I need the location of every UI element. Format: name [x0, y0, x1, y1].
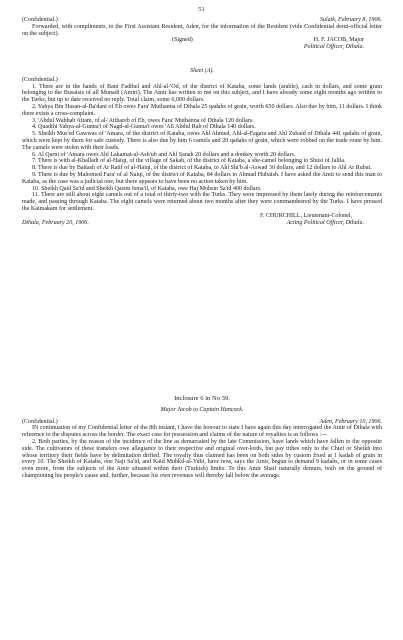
sheet-footer — [22, 220, 382, 227]
sheet-confidential-label: (Confidential.) — [22, 76, 58, 83]
confidential-label: (Confidential.) — [22, 17, 58, 23]
sheet-signer-title: Acting Political Officer, Dthala. — [286, 219, 364, 226]
inclosure-6 — [22, 396, 382, 480]
inclosure-date: Aden, February 10, 1906. — [319, 418, 382, 425]
letter-date: Sulaik, February 8, 1906. — [319, 17, 382, 23]
signer-title: Political Officer, Dthala. — [303, 44, 364, 51]
sheet-place-date: Dthala, February 20, 1906. — [22, 219, 89, 226]
sheet-paragraph: 2. Yahya Bin Hasan-al-Ba'dani of Eb owes Fara' Muthanna of Dthala 25 qadahs of grain, worth 650 dollars. Also due by him, 11 dollars. I think there exists a cross-complaint. — [22, 103, 382, 117]
letter-header — [22, 17, 382, 24]
sheet-signer: F. CHURCHILL, Lieutenant-Colonel, — [259, 212, 352, 219]
sheet-paragraph: 8. There is due by Battash of Ar Ratif of al-Haiqi, of the district of Kataba, to Ahl Shi'b al-Aswad 30 dollars, and 12 dollars to Ahl Ar Rubat. — [32, 165, 372, 172]
sheet-paragraph: 7. There is with al-Khalladi of al-Haiqi, of the village of Sakah, of the district of Kataba, a she-camel belonging to Shusi of Jalila. — [32, 158, 346, 165]
sheet-paragraph: 11. There are still about eight camels out of a total of thirty-two with the Turks. They were impressed by them lately during the reinforcements made, and passing through Kataba. The eight camels were returned about two months after they were commandeered by the Turks. I have pressed the Kaimakam for settlement. — [22, 192, 382, 212]
sheet-a — [22, 68, 382, 226]
inclosure-paragraph: IN continuation of my Confidential letter of the 8th instant, I have the honour to state I have again this day interrogated the Amir of Dthala with reference to the disputes across the border. The exact case for possession and claims of the nature of royalties is as follows :— — [22, 425, 382, 439]
inclosure-title: Inclosure 6 in No 39. — [174, 395, 230, 402]
signer-name: H. F. JACOB, Major — [313, 37, 364, 44]
sheet-paragraph: 1. There are in the hands of Bani Fadthel and Ahl-al-'Od, of the district of Kataba, some lands (arable), cash in dollars, and some grain belonging to the Busaisis of all Munadi (Amiri). The Amir has written to me on this subject, and I have already some eight months ago written to the Turks, but up to date received no reply. Total claim, some 6,000 dollars. — [22, 83, 382, 104]
signed-label: (Signed) — [172, 37, 193, 44]
forwarding-letter — [22, 17, 382, 51]
sheet-paragraph: 10. Sheikh Qaid Sa'id and Sheikh Qasim Isma'il, of Kataba, owe Haj Mohsin Sa'id 400 dollars. — [32, 185, 262, 192]
sheet-paragraph: 4. Quadthi Yahya-al-Gunna'i of Nagd-al-Gunna'i owes 'Ali Abdul Rab of Dthala 140 dollars. — [32, 124, 256, 131]
letter-body: Forwarded, with compliments, to the First Assistant Resident, Aden, for the information of the Resident (vide Confidential demi-official letter on the subject). — [22, 23, 382, 37]
sheet-paragraph: 3. 'Abdul Wahhab Attam, of al-'Atthareb of Eb, owes Fara' Muthanna of Dthala 120 dollars. — [32, 117, 254, 124]
inclosure-confidential-label: (Confidential.) — [22, 418, 58, 425]
inclosure-paragraph: 2. Both parties, by the reason of the incidence of the line as demarcated by the late Commission, have lands which have fallen to the opposite side. The cultivators of these transfers owe allegiance to their respective and original over-lords, but pay tithes only to the Chief or Sheikh into whose territory their fields have by delimitation drifted. The royalty thus claimed has been on both sides by custom fixed at 1 kadah of grain in every 10. The Sheikh of Kataba, one Naji Sa'id, and Kaid Mubkil-al-Yubi, have now, says the Amir, begun to demand 9 kadahs, or in some cases even more, from the subjects of the Amir situated within their (Turkish) limits. To this Amir Shaif naturally demurs, both on the ground of championing his people's cause and, further, because his own revenues will thereby fall below the average. — [22, 438, 382, 479]
sheet-paragraph: 9. There is due by Mahomed Fara' of al Naiqi, of the district of Kataba, 84 dollars to Ahmad Hubaish. I have asked the Amir to send this man to Kataba, as the case was a judicial one, but there appears to have been no action taken by him. — [22, 171, 382, 185]
page-number: 51 — [198, 6, 205, 13]
sheet-title: Sheet (A). — [190, 68, 214, 74]
sheet-paragraph: 6. Al Qarni of 'Amara owes Ahl Lakamat-al-Ash'ub and Ahl Sanah 20 dollars and a donkey worth 20 dollars. — [32, 151, 296, 158]
sheet-paragraph: 5. Sheikh Mus'ed Gawwas of 'Amara, of the district of Kataba, owes Ahl Ahmed, Ahl-al-Fagara and Ahl Zubaid of Dthala 441 qadahs of grain, which were kept by them for safe custody. There is also due by him 6 camels and 20 qadahs of grain, which were robbed on the trade route by him. The camels were stolen with their loads. — [22, 131, 382, 151]
inclosure-subtitle: Major Jacob to Captain Hancock. — [160, 406, 244, 413]
